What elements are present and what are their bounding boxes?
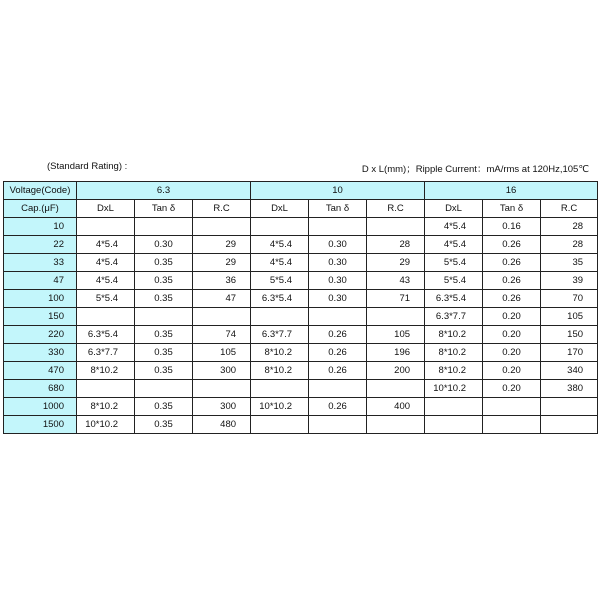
tan-delta-cell bbox=[309, 308, 367, 326]
table-row bbox=[4, 326, 598, 344]
tan-delta-cell: 0.30 bbox=[309, 236, 367, 254]
capacitance-cell: 150 bbox=[4, 308, 77, 326]
standard-rating-table bbox=[3, 181, 598, 434]
voltage-header: 6.3 bbox=[77, 182, 251, 200]
tan-delta-cell: 0.35 bbox=[135, 362, 193, 380]
dxl-cell: 6.3*7.7 bbox=[77, 344, 135, 362]
dxl-cell: 6.3*7.7 bbox=[251, 326, 309, 344]
ripple-current-header: R.C bbox=[367, 200, 425, 218]
ripple-current-cell: 480 bbox=[193, 416, 251, 434]
dxl-cell bbox=[251, 218, 309, 236]
ripple-current-cell: 340 bbox=[541, 362, 598, 380]
dxl-cell: 10*10.2 bbox=[425, 380, 483, 398]
ripple-current-cell: 300 bbox=[193, 362, 251, 380]
capacitance-cell: 1000 bbox=[4, 398, 77, 416]
tan-delta-cell bbox=[135, 380, 193, 398]
ripple-current-cell: 200 bbox=[367, 362, 425, 380]
column-header-row bbox=[4, 200, 598, 218]
ripple-current-cell bbox=[541, 398, 598, 416]
tan-delta-cell: 0.16 bbox=[483, 218, 541, 236]
dxl-cell: 8*10.2 bbox=[77, 362, 135, 380]
dxl-cell bbox=[77, 308, 135, 326]
ripple-current-header: R.C bbox=[541, 200, 598, 218]
table-row bbox=[4, 308, 598, 326]
voltage-header-row bbox=[4, 182, 598, 200]
table-row bbox=[4, 416, 598, 434]
dxl-cell: 8*10.2 bbox=[425, 344, 483, 362]
capacitance-label: Cap.(μF) bbox=[4, 200, 77, 218]
capacitance-cell: 100 bbox=[4, 290, 77, 308]
tan-delta-cell: 0.35 bbox=[135, 344, 193, 362]
dxl-cell bbox=[425, 398, 483, 416]
dxl-cell: 4*5.4 bbox=[77, 236, 135, 254]
ripple-current-cell bbox=[367, 380, 425, 398]
tan-delta-cell: 0.20 bbox=[483, 380, 541, 398]
ripple-current-cell bbox=[541, 416, 598, 434]
dxl-cell: 4*5.4 bbox=[251, 236, 309, 254]
dxl-cell: 5*5.4 bbox=[425, 254, 483, 272]
dxl-cell: 4*5.4 bbox=[77, 254, 135, 272]
voltage-header: 10 bbox=[251, 182, 425, 200]
capacitance-cell: 1500 bbox=[4, 416, 77, 434]
dxl-cell: 10*10.2 bbox=[77, 416, 135, 434]
dxl-cell: 10*10.2 bbox=[251, 398, 309, 416]
capacitance-cell: 220 bbox=[4, 326, 77, 344]
table-row bbox=[4, 398, 598, 416]
tan-delta-cell bbox=[309, 416, 367, 434]
table-row bbox=[4, 254, 598, 272]
dxl-cell: 4*5.4 bbox=[425, 218, 483, 236]
ripple-current-cell: 105 bbox=[367, 326, 425, 344]
dxl-cell: 8*10.2 bbox=[77, 398, 135, 416]
ripple-current-cell: 47 bbox=[193, 290, 251, 308]
dxl-cell bbox=[251, 308, 309, 326]
ripple-current-cell: 196 bbox=[367, 344, 425, 362]
tan-delta-header: Tan δ bbox=[483, 200, 541, 218]
tan-delta-cell: 0.26 bbox=[309, 344, 367, 362]
dxl-cell: 5*5.4 bbox=[425, 272, 483, 290]
ripple-current-cell: 300 bbox=[193, 398, 251, 416]
ripple-current-cell: 74 bbox=[193, 326, 251, 344]
ripple-current-cell: 43 bbox=[367, 272, 425, 290]
tan-delta-cell: 0.26 bbox=[483, 290, 541, 308]
ripple-current-cell: 29 bbox=[367, 254, 425, 272]
dxl-cell: 6.3*5.4 bbox=[77, 326, 135, 344]
dxl-cell: 8*10.2 bbox=[251, 344, 309, 362]
ripple-current-cell: 28 bbox=[541, 218, 598, 236]
ripple-current-cell bbox=[193, 218, 251, 236]
ripple-current-cell: 39 bbox=[541, 272, 598, 290]
ripple-current-cell bbox=[367, 218, 425, 236]
capacitance-cell: 10 bbox=[4, 218, 77, 236]
tan-delta-cell: 0.30 bbox=[135, 236, 193, 254]
dxl-cell bbox=[77, 380, 135, 398]
ripple-current-cell: 29 bbox=[193, 254, 251, 272]
table-row bbox=[4, 380, 598, 398]
dxl-cell: 4*5.4 bbox=[425, 236, 483, 254]
ripple-current-cell bbox=[367, 308, 425, 326]
tan-delta-cell: 0.30 bbox=[309, 254, 367, 272]
table-row bbox=[4, 344, 598, 362]
dxl-cell: 8*10.2 bbox=[425, 326, 483, 344]
tan-delta-header: Tan δ bbox=[309, 200, 367, 218]
voltage-code-label: Voltage(Code) bbox=[4, 182, 77, 200]
ripple-current-cell: 35 bbox=[541, 254, 598, 272]
tan-delta-cell: 0.30 bbox=[309, 272, 367, 290]
dxl-cell: 5*5.4 bbox=[77, 290, 135, 308]
tan-delta-cell: 0.35 bbox=[135, 416, 193, 434]
capacitance-cell: 330 bbox=[4, 344, 77, 362]
ripple-current-cell: 400 bbox=[367, 398, 425, 416]
dxl-cell bbox=[251, 380, 309, 398]
ripple-current-cell: 71 bbox=[367, 290, 425, 308]
table-row bbox=[4, 362, 598, 380]
tan-delta-cell: 0.26 bbox=[309, 362, 367, 380]
tan-delta-cell bbox=[135, 308, 193, 326]
tan-delta-cell: 0.30 bbox=[309, 290, 367, 308]
ripple-current-cell: 105 bbox=[541, 308, 598, 326]
tan-delta-cell bbox=[309, 218, 367, 236]
dxl-cell: 6.3*7.7 bbox=[425, 308, 483, 326]
ripple-current-cell: 36 bbox=[193, 272, 251, 290]
tan-delta-cell: 0.20 bbox=[483, 344, 541, 362]
tan-delta-cell: 0.20 bbox=[483, 362, 541, 380]
tan-delta-cell: 0.20 bbox=[483, 326, 541, 344]
tan-delta-cell: 0.35 bbox=[135, 254, 193, 272]
dxl-header: DxL bbox=[251, 200, 309, 218]
table-row bbox=[4, 236, 598, 254]
capacitance-cell: 680 bbox=[4, 380, 77, 398]
tan-delta-cell: 0.35 bbox=[135, 326, 193, 344]
ripple-current-cell: 29 bbox=[193, 236, 251, 254]
tan-delta-cell: 0.35 bbox=[135, 272, 193, 290]
ripple-current-cell bbox=[367, 416, 425, 434]
ripple-current-cell bbox=[193, 380, 251, 398]
capacitance-cell: 47 bbox=[4, 272, 77, 290]
ripple-current-cell: 70 bbox=[541, 290, 598, 308]
tan-delta-cell: 0.20 bbox=[483, 308, 541, 326]
capacitance-cell: 470 bbox=[4, 362, 77, 380]
ripple-current-cell: 105 bbox=[193, 344, 251, 362]
dxl-cell: 8*10.2 bbox=[425, 362, 483, 380]
rating-table-body bbox=[4, 218, 598, 434]
ripple-current-cell: 170 bbox=[541, 344, 598, 362]
table-row bbox=[4, 218, 598, 236]
dxl-header: DxL bbox=[77, 200, 135, 218]
dxl-cell: 6.3*5.4 bbox=[251, 290, 309, 308]
tan-delta-header: Tan δ bbox=[135, 200, 193, 218]
dxl-cell bbox=[77, 218, 135, 236]
capacitance-cell: 22 bbox=[4, 236, 77, 254]
dxl-cell bbox=[251, 416, 309, 434]
dxl-cell: 4*5.4 bbox=[77, 272, 135, 290]
ripple-current-cell: 380 bbox=[541, 380, 598, 398]
ripple-current-header: R.C bbox=[193, 200, 251, 218]
tan-delta-cell: 0.26 bbox=[309, 398, 367, 416]
ripple-current-cell bbox=[193, 308, 251, 326]
ripple-current-cell: 28 bbox=[367, 236, 425, 254]
dxl-cell: 8*10.2 bbox=[251, 362, 309, 380]
tan-delta-cell: 0.26 bbox=[483, 236, 541, 254]
tan-delta-cell: 0.35 bbox=[135, 398, 193, 416]
dxl-cell: 4*5.4 bbox=[251, 254, 309, 272]
dxl-cell bbox=[425, 416, 483, 434]
tan-delta-cell bbox=[135, 218, 193, 236]
dxl-header: DxL bbox=[425, 200, 483, 218]
voltage-header: 16 bbox=[425, 182, 598, 200]
table-row bbox=[4, 272, 598, 290]
tan-delta-cell bbox=[309, 380, 367, 398]
tan-delta-cell: 0.26 bbox=[483, 254, 541, 272]
tan-delta-cell: 0.26 bbox=[309, 326, 367, 344]
tan-delta-cell: 0.26 bbox=[483, 272, 541, 290]
capacitance-cell: 33 bbox=[4, 254, 77, 272]
tan-delta-cell bbox=[483, 398, 541, 416]
dxl-cell: 5*5.4 bbox=[251, 272, 309, 290]
table-row bbox=[4, 290, 598, 308]
units-caption: D x L(mm)；Ripple Current：mA/rms at 120Hz,105℃ bbox=[361, 164, 589, 175]
standard-rating-caption: (Standard Rating) : bbox=[47, 161, 128, 172]
tan-delta-cell: 0.35 bbox=[135, 290, 193, 308]
tan-delta-cell bbox=[483, 416, 541, 434]
ripple-current-cell: 150 bbox=[541, 326, 598, 344]
dxl-cell: 6.3*5.4 bbox=[425, 290, 483, 308]
ripple-current-cell: 28 bbox=[541, 236, 598, 254]
